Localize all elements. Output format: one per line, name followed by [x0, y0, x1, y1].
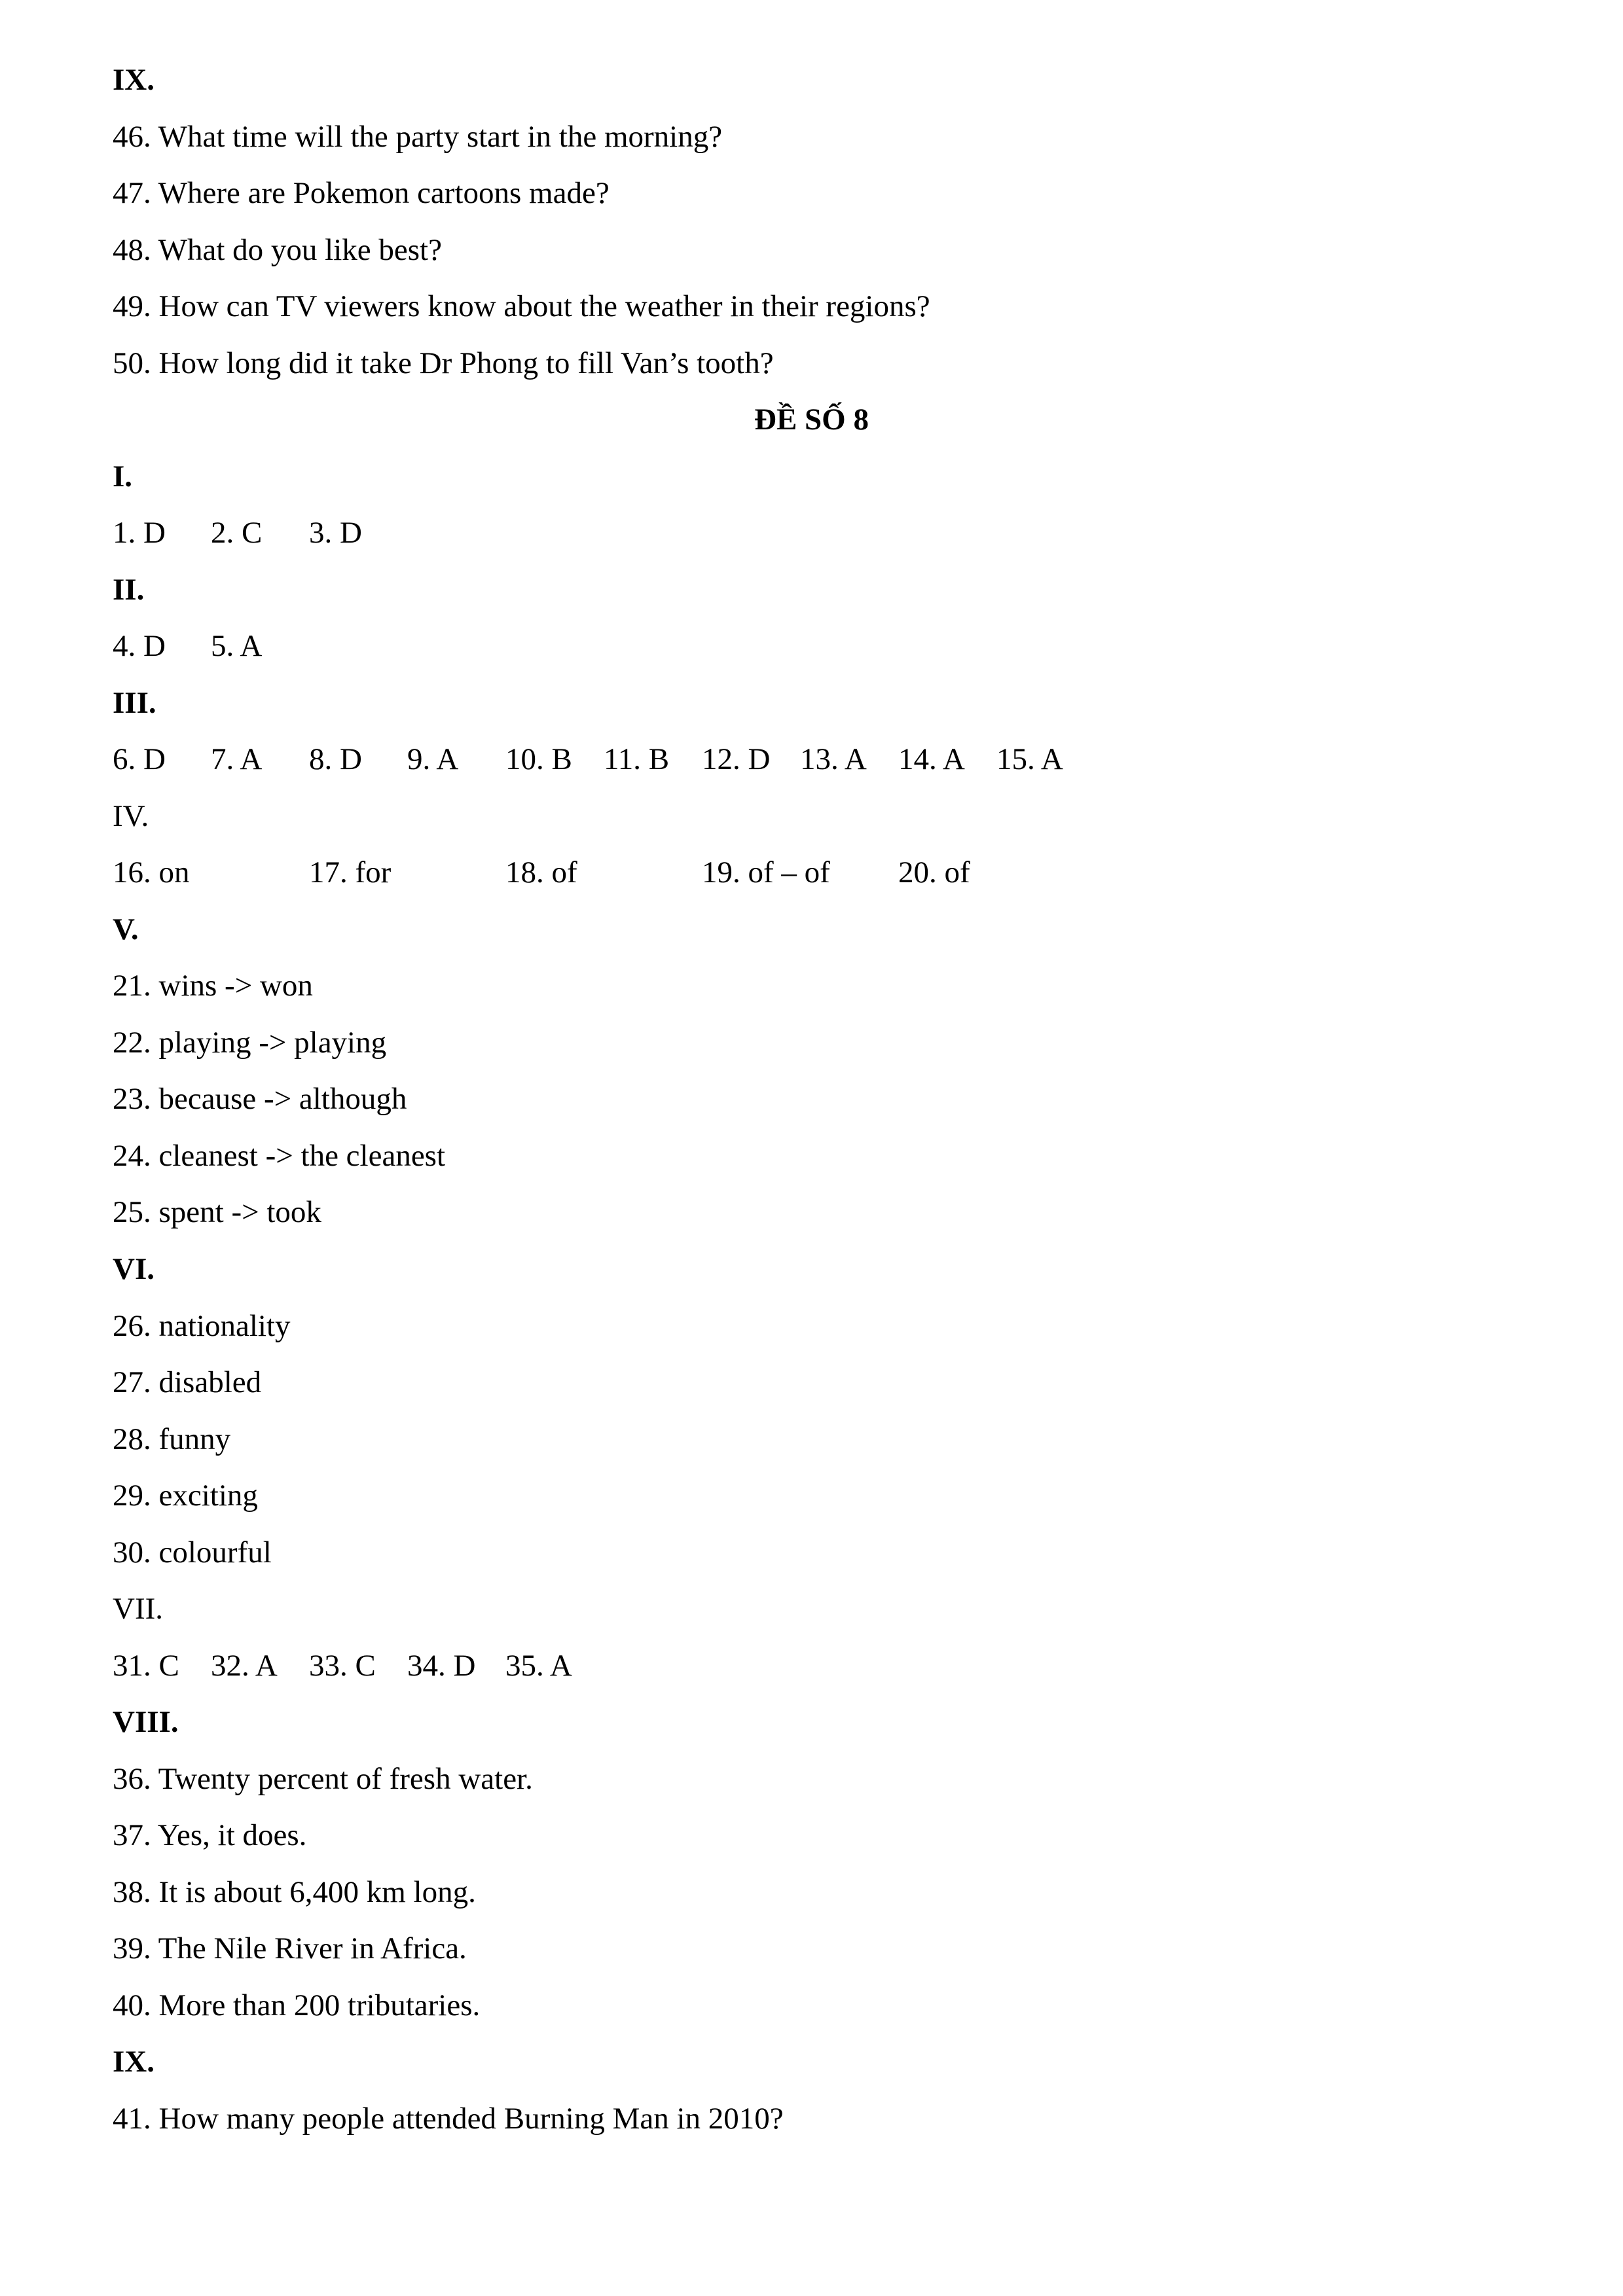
- answer-12: 12. D: [702, 742, 771, 776]
- answer-37: 37. Yes, it does.: [113, 1818, 307, 1852]
- answer-19: 19. of – of: [702, 855, 830, 889]
- answer-row-ii: [113, 626, 1520, 666]
- question-41: 41. How many people attended Burning Man in 2010?: [113, 2102, 784, 2136]
- answer-10: 10. B: [505, 742, 572, 776]
- question-49: 49. How can TV viewers know about the weather in their regions?: [113, 289, 930, 323]
- answer-22: 22. playing -> playing: [113, 1026, 387, 1060]
- answer-38: 38. It is about 6,400 km long.: [113, 1875, 476, 1909]
- answer-row-iv: [113, 853, 1520, 892]
- answer-39: 39. The Nile River in Africa.: [113, 1931, 467, 1965]
- question-46: 46. What time will the party start in the morning?: [113, 120, 723, 154]
- answer-row-i: [113, 513, 1520, 552]
- answer-11: 11. B: [604, 742, 670, 776]
- section-heading-iv: IV.: [113, 799, 149, 833]
- test-title: ĐỀ SỐ 8: [754, 403, 869, 437]
- answer-28: 28. funny: [113, 1422, 231, 1456]
- answer-9: 9. A: [407, 742, 459, 776]
- section-heading-ii: II.: [113, 573, 145, 607]
- section-heading-i: I.: [113, 459, 133, 493]
- answer-21: 21. wins -> won: [113, 969, 313, 1003]
- answer-27: 27. disabled: [113, 1365, 262, 1399]
- answer-8: 8. D: [309, 742, 362, 776]
- answer-35: 35. A: [505, 1649, 572, 1683]
- answer-18: 18. of: [505, 855, 577, 889]
- answer-25: 25. spent -> took: [113, 1195, 321, 1229]
- answer-23: 23. because -> although: [113, 1082, 407, 1116]
- answer-20: 20. of: [898, 855, 970, 889]
- section-heading-vi: VI.: [113, 1252, 155, 1286]
- section-heading-ix-bottom: IX.: [113, 2045, 155, 2079]
- answer-16: 16. on: [113, 855, 190, 889]
- section-heading-ix: IX.: [113, 63, 155, 97]
- answer-31: 31. C: [113, 1649, 179, 1683]
- question-50: 50. How long did it take Dr Phong to fill Van’s tooth?: [113, 346, 774, 380]
- question-47: 47. Where are Pokemon cartoons made?: [113, 176, 610, 210]
- answer-4: 4. D: [113, 629, 166, 663]
- answer-33: 33. C: [309, 1649, 376, 1683]
- answer-2: 2. C: [211, 516, 263, 550]
- answer-14: 14. A: [898, 742, 965, 776]
- answer-36: 36. Twenty percent of fresh water.: [113, 1762, 533, 1796]
- answer-17: 17. for: [309, 855, 392, 889]
- answer-34: 34. D: [407, 1649, 476, 1683]
- answer-6: 6. D: [113, 742, 166, 776]
- section-heading-iii: III.: [113, 686, 156, 720]
- answer-5: 5. A: [211, 629, 263, 663]
- answer-29: 29. exciting: [113, 1479, 258, 1513]
- section-heading-v: V.: [113, 912, 139, 946]
- answer-15: 15. A: [996, 742, 1063, 776]
- answer-24: 24. cleanest -> the cleanest: [113, 1139, 446, 1173]
- answer-32: 32. A: [211, 1649, 278, 1683]
- answer-13: 13. A: [800, 742, 867, 776]
- answer-3: 3. D: [309, 516, 362, 550]
- answer-7: 7. A: [211, 742, 263, 776]
- answer-1: 1. D: [113, 516, 166, 550]
- answer-26: 26. nationality: [113, 1309, 291, 1343]
- section-heading-vii: VII.: [113, 1592, 163, 1626]
- answer-row-vii: [113, 1646, 1520, 1685]
- section-heading-viii: VIII.: [113, 1705, 179, 1739]
- question-48: 48. What do you like best?: [113, 233, 442, 267]
- answer-40: 40. More than 200 tributaries.: [113, 1988, 481, 2022]
- answer-row-iii: [113, 740, 1520, 779]
- answer-30: 30. colourful: [113, 1535, 272, 1570]
